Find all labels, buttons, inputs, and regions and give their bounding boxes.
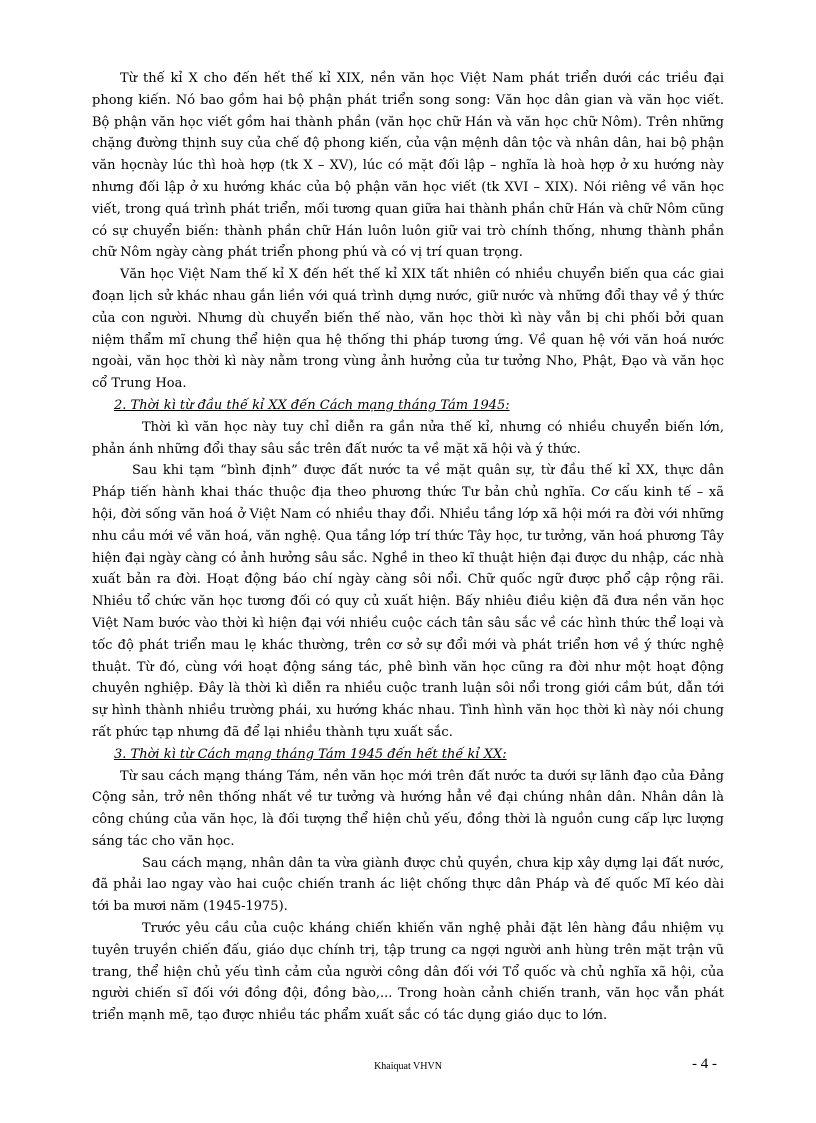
paragraph-1: Từ thế kỉ X cho đến hết thế kỉ XIX, nền văn học Việt Nam phát triển dưới các triều đại phong kiến. Nó bao gồm hai bộ phận phát triển song song: Văn học dân gian và văn học viết. Bộ phận văn học viết gồm hai thành phần (văn học chữ Hán và văn học chữ Nôm). Trên những chặng đường thịnh suy của chế độ phong kiến, của vận mệnh dân tộc và nhân dân, hai bộ phận văn họcnày lúc thì hoà hợp (tk X – XV), lúc có mặt đối lập – nghĩa là hoà hợp ở xu hướng này nhưng đối lập ở xu hướng khác của bộ phận văn học viết (tk XVI – XIX). Nói riêng về văn học viết, trong quá trình phát triển, mối tương quan giữa hai thành phần chữ Hán và chữ Nôm cũng có sự chuyển biến: thành phần chữ Hán luôn luôn giữ vai trò chính thống, nhưng thành phần chữ Nôm ngày càng phát triển phong phú và có vị trí quan trọng. — [92, 71, 724, 261]
paragraph-5: Từ sau cách mạng tháng Tám, nền văn học mới trên đất nước ta dưới sự lãnh đạo của Đảng Cộng sản, trở nên thống nhất về tư tưởng và hướng hẳn về đại chúng nhân dân. Nhân dân là công chúng của văn học, là đối tượng thể hiện chủ yếu, đồng thời là nguồn cung cấp lực lượng sáng tác cho văn học. — [92, 768, 724, 849]
document-body — [92, 68, 724, 1027]
section-heading-3: 3. Thời kì từ Cách mạng tháng Tám 1945 đến hết thế kỉ XX: — [114, 746, 507, 762]
page-number: - 4 - — [692, 1056, 717, 1072]
footer-title: Khaiquat VHVN — [374, 1061, 442, 1072]
paragraph-6: Sau cách mạng, nhân dân ta vừa giành được chủ quyền, chưa kịp xây dựng lại đất nước, đã phải lao ngay vào hai cuộc chiến tranh ác liệt chống thực dân Pháp và đế quốc Mĩ kéo dài tới ba mươi năm (1945-1975). — [92, 855, 724, 915]
paragraph-4: Sau khi tạm “bình định” được đất nước ta về mặt quân sự, từ đầu thế kỉ XX, thực dân Pháp tiến hành khai thác thuộc địa theo phương thức Tư bản chủ nghĩa. Cơ cấu kinh tế – xã hội, đời sống văn hoá ở Việt Nam có nhiều thay đổi. Nhiều tầng lớp xã hội mới ra đời với những nhu cầu mới về văn hoá, văn nghệ. Qua tầng lớp trí thức Tây học, tư tưởng, văn hoá phương Tây hiện đại ngày càng có ảnh hưởng sâu sắc. Nghề in theo kĩ thuật hiện đại được du nhập, các nhà xuất bản ra đời. Hoạt động báo chí ngày càng sôi nổi. Chữ quốc ngữ được phổ cập rộng rãi. Nhiều tổ chức văn học tương đối có quy củ xuất hiện. Bấy nhiêu điều kiện đã đưa nền văn học Việt Nam bước vào thời kì hiện đại với nhiều cuộc cách tân sâu sắc về các hình thức thể loại và tốc độ phát triển mau lẹ khác thường, trên cơ sở sự đổi mới và phát triển hơn về ý thức nghệ thuật. Từ đó, cùng với hoạt động sáng tác, phê bình văn học cũng ra đời như một hoạt động chuyên nghiệp. Đây là thời kì diễn ra nhiều cuộc tranh luận sôi nổi trong giới cầm bút, dẫn tới sự hình thành nhiều trường phái, xu hướng khác nhau. Tình hình văn học thời kì này nói chung rất phức tạp nhưng đã để lại nhiều thành tựu xuất sắc. — [92, 463, 725, 740]
paragraph-3: Thời kì văn học này tuy chỉ diễn ra gần nửa thế kỉ, nhưng có nhiều chuyển biến lớn, phản ánh những đổi thay sâu sắc trên đất nước ta về mặt xã hội và ý thức. — [92, 419, 724, 457]
paragraph-7: Trước yêu cầu của cuộc kháng chiến khiến văn nghệ phải đặt lên hàng đầu nhiệm vụ tuyên truyền chiến đấu, giáo dục chính trị, tập trung ca ngợi người anh hùng trên mặt trận vũ trang, thể hiện chủ yếu tình cảm của người công dân đối với Tổ quốc và chủ nghĩa xã hội, của người chiến sĩ đối với đồng đội, đồng bào,... Trong hoàn cảnh chiến tranh, văn học vẫn phát triển mạnh mẽ, tạo được nhiều tác phẩm xuất sắc có tác dụng giáo dục to lớn. — [92, 921, 724, 1024]
paragraph-2: Văn học Việt Nam thế kỉ X đến hết thế kỉ XIX tất nhiên có nhiều chuyển biến qua các giai đoạn lịch sử khác nhau gắn liền với quá trình dựng nước, giữ nước và những đổi thay về ý thức của con người. Nhưng dù chuyển biến thế nào, văn học thời kì này vẫn bị chi phối bởi quan niệm thẩm mĩ chung thể hiện qua hệ thống thi pháp tương ứng. Về quan hệ với văn hoá nước ngoài, văn học thời kì này nằm trong vùng ảnh hưởng của tư tưởng Nho, Phật, Đạo và văn học cổ Trung Hoa. — [92, 267, 724, 392]
section-heading-2: 2. Thời kì từ đầu thế kỉ XX đến Cách mạng tháng Tám 1945: — [114, 397, 510, 413]
